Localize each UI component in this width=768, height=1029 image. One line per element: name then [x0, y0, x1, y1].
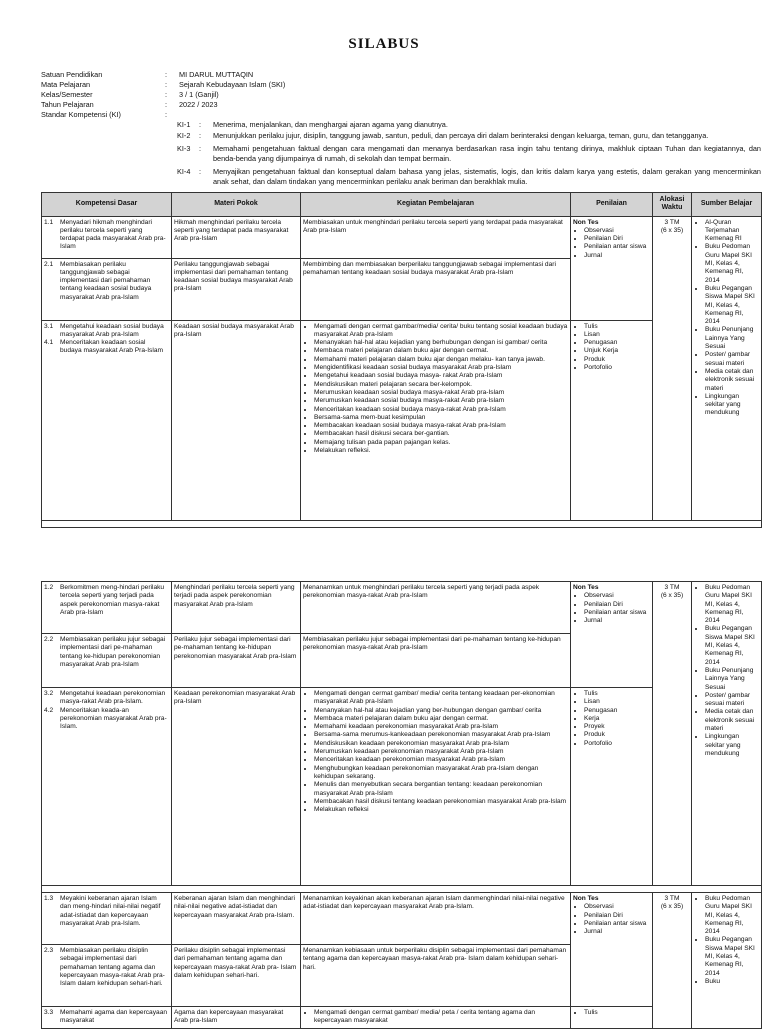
list-item: • Penilaian antar siswa [584, 243, 650, 251]
list-item: • Al-Quran Terjemahan Kemenag RI [705, 219, 759, 244]
table-header-row [42, 193, 762, 217]
list-item: • Menghubungkan keadaan perekonomian masyarakat Arab pra-Islam dengan kehidupan sekarang. [314, 765, 568, 782]
list-item: • Lingkungan sekitar yang mendukung [705, 733, 759, 758]
kd-cell: 1.2 Berkomitmen meng-hindari perilaku tercela seperti yang terjadi pada aspek perekonomian masya-rakat Arab pra-Islam [42, 582, 172, 634]
kegiatan-cell: Menanamkan kebiasaan untuk berperilaku disiplin sebagai implementasi dari pemahaman tentang agama dan kepercayaan masya-rakat Arab pra- Islam dalam kehidupan sehari-hari. [301, 945, 571, 1007]
list-item: • Membacakan hasil diskusi secara ber-gantian. [314, 430, 568, 438]
meta-row: Standar Kompetensi (KI) : [41, 110, 761, 120]
meta-value: 2022 / 2023 [179, 100, 218, 109]
kegiatan-cell: Membiasakan perilaku jujur sebagai implementasi dari pe-mahaman tentang ke-hidupan perekonomian masya-rakat Arab pra-Islam [301, 634, 571, 688]
list-item: • Buku Pegangan Siswa Mapel SKI MI, Kelas 4, Kemenag RI, 2014 [705, 285, 759, 326]
list-item: • Produk [584, 356, 650, 364]
materi-cell: Agama dan kepercayaan masyarakat Arab pra-Islam [172, 1007, 301, 1029]
meta-row: Kelas/Semester : 3 / 1 (Ganjil) [41, 90, 761, 100]
list-item: • Mendiskusikan keadaan perekonomian masyarakat Arab pra-Islam [314, 740, 568, 748]
materi-cell: Keberanan ajaran Islam dan menghindari nilai-nilai negative adat-istiadat dan kepercayaan masyarakat Arab pra-Islam. [172, 893, 301, 945]
list-item: • Memahami materi pelajaran dalam buku ajar dengan melaku- kan tanya jawab. [314, 356, 568, 364]
list-item: • Menanyakan hal-hal atau kejadian yang berhubungan dengan isi gambar/ cerita [314, 339, 568, 347]
list-item: • Portofolio [584, 364, 650, 372]
ki-item: KI-1 : Menerima, menjalankan, dan menghargai ajaran agama yang dianutnya. [177, 120, 761, 130]
list-item: • Proyek [584, 723, 650, 731]
ki-code: KI-1 [177, 120, 191, 129]
list-item: • Observasi [584, 227, 650, 235]
kegiatan-list [303, 1009, 568, 1026]
sumber-cell [692, 893, 762, 1029]
penilaian-list [573, 227, 650, 260]
list-item: • Media cetak dan elektronik sesuai materi [705, 708, 759, 733]
penilaian-list [573, 690, 650, 748]
materi-cell: Perilaku tanggungjawab sebagai implementasi dari pemahaman tentang keadaan sosial budaya masyarakat Arab pra-Islam [172, 258, 301, 320]
list-item: • Portofolio [584, 740, 650, 748]
table-row [42, 582, 762, 634]
meta-value [179, 110, 761, 120]
alokasi-cell: 3 TM (6 x 35) [653, 582, 692, 886]
sumber-cell [692, 216, 762, 520]
sumber-list [694, 895, 759, 986]
ki-item: KI-4 : Menyajikan pengetahuan faktual dan konseptual dalam bahasa yang jelas, sistematis, logis, dan kritis dalam karya yang estetis, dalam gerakan yang mencerminkan anak sehat, dan dalam tindakan yang mencerminkan perilaku anak beriman dan berakhlak mulia. [177, 167, 761, 186]
list-item: • Unjuk Kerja [584, 347, 650, 355]
meta-row: Tahun Pelajaran : 2022 / 2023 [41, 100, 761, 110]
silabus-table-2 [41, 581, 762, 1029]
penilaian-cell: Non Tes • Observasi • Penilaian Diri • Penilaian antar siswa • Jurnal [571, 582, 653, 688]
list-item: • Menanyakan hal-hal atau kejadian yang ber-hubungan dengan gambar/ cerita [314, 707, 568, 715]
list-item: • Penilaian Diri [584, 601, 650, 609]
header-sumber: Sumber Belajar [692, 193, 762, 217]
sumber-list [694, 219, 759, 418]
list-item: • Buku Pegangan Siswa Mapel SKI MI, Kelas 4, Kemenag RI, 2014 [705, 625, 759, 666]
ki-text: Menerima, menjalankan, dan menghargai ajaran agama yang dianutnya. [213, 120, 448, 129]
header-alokasi: Alokasi Waktu [653, 193, 692, 217]
meta-label: Standar Kompetensi (KI) [41, 110, 121, 119]
list-item: • Observasi [584, 592, 650, 600]
list-item: • Merumuskan keadaan perekonomian masyarakat Arab pra-Islam [314, 748, 568, 756]
list-item: • Kerja [584, 715, 650, 723]
materi-cell: Hikmah menghindari perilaku tercela seperti yang terdapat pada masyarakat Arab pra-Islam [172, 216, 301, 258]
list-item: • Penugasan [584, 707, 650, 715]
kegiatan-cell [301, 320, 571, 520]
materi-cell: Perilaku jujur sebagai implementasi dari pe-mahaman tentang ke-hidupan perekonomian masyarakat Arab pra-Islam [172, 634, 301, 688]
list-item: • Buku Penunjang Lainnya Yang Sesuai [705, 667, 759, 692]
ki-item: KI-2 : Menunjukkan perilaku jujur, disiplin, tanggung jawab, santun, peduli, dan percaya diri dalam berinteraksi dengan keluarga, teman, guru, dan tetangganya. [177, 131, 761, 141]
list-item: • Membacakan hasil diskusi tentang keadaan perekonomian masyarakat Arab pra-Islam [314, 798, 568, 806]
materi-cell: Keadaan sosial budaya masyarakat Arab pra-Islam [172, 320, 301, 520]
materi-cell: Perilaku disiplin sebagai implementasi dari pemahaman tentang agama dan kepercayaan masya-rakat Arab pra- Islam dalam kehidupan sehari-hari. [172, 945, 301, 1007]
header-materi: Materi Pokok [172, 193, 301, 217]
list-item: • Merumuskan keadaan sosial budaya masya-rakat Arab pra-Islam [314, 397, 568, 405]
materi-cell: Keadaan perekonomian masyarakat Arab pra-Islam [172, 688, 301, 886]
list-item: • Jurnal [584, 928, 650, 936]
kegiatan-list [303, 323, 568, 456]
penilaian-list [573, 1009, 650, 1017]
list-item: • Penilaian Diri [584, 235, 650, 243]
penilaian-cell: Non Tes • Observasi • Penilaian Diri • Penilaian antar siswa • Jurnal [571, 216, 653, 320]
list-item: • Media cetak dan elektronik sesuai materi [705, 368, 759, 393]
meta-label: Tahun Pelajaran [41, 100, 94, 109]
kegiatan-cell: Menanamkan untuk menghindari perilaku tercela seperti yang terjadi pada aspek perekonomian masya-rakat Arab pra-Islam [301, 582, 571, 634]
meta-label: Mata Pelajaran [41, 80, 91, 89]
kd-cell: 2.1 Membiasakan perilaku tanggungjawab sebagai implementasi dari pemahaman tentang keadaan sosial budaya masyarakat Arab pra-Islam [42, 258, 172, 320]
list-item: • Observasi [584, 903, 650, 911]
list-item: • Merumuskan keadaan sosial budaya masya-rakat Arab pra-Islam [314, 389, 568, 397]
kegiatan-cell: Membimbing dan membiasakan berperilaku tanggungjawab sebagai implementasi dari pemahaman tentang keadaan sosial budaya masyarakat Arab pra-Islam [301, 258, 571, 320]
list-item: • Poster/ gambar sesuai materi [705, 351, 759, 368]
list-item: • Melakukan refleksi [314, 806, 568, 814]
kegiatan-list [303, 690, 568, 814]
list-item: • Bersama-sama mem-buat kesimpulan [314, 414, 568, 422]
ki-code: KI-4 [177, 167, 191, 176]
list-item: • Mengamati dengan cermat gambar/ media/ cerita tentang keadaan per-ekonomian masyarakat Arab pra-Islam [314, 690, 568, 707]
list-item: • Mengetahui keadaan sosial budaya masya- rakat Arab pra-Islam [314, 372, 568, 380]
list-item: • Membacakan keadaan sosial budaya masya-rakat Arab pra-Islam [314, 422, 568, 430]
kd-cell: 1.3 Meyakini keberanan ajaran Islam dan meng-hindari nilai-nilai negatif adat-istiadat dan kepercayaan masyarakat Arab pra-Islam. [42, 893, 172, 945]
list-item: • Penugasan [584, 339, 650, 347]
list-item: • Melakukan refleksi. [314, 447, 568, 455]
list-item: • Buku Pedoman Guru Mapel SKI MI, Kelas 4, Kemenag RI, 2014 [705, 584, 759, 625]
penilaian-cell [571, 688, 653, 886]
list-item: • Produk [584, 731, 650, 739]
header-penilaian: Penilaian [571, 193, 653, 217]
list-item: • Lisan [584, 331, 650, 339]
kd-cell: 2.3 Membiasakan perilaku disiplin sebagai implementasi dari pemahaman tentang agama dan kepercayaan masya-rakat Arab pra- Islam dalam kehidupan sehari-hari. [42, 945, 172, 1007]
list-item: • Tulis [584, 323, 650, 331]
list-item: • Tulis [584, 1009, 650, 1017]
kd-cell: 3.3 Memahami agama dan kepercayaan masyarakat [42, 1007, 172, 1029]
kd-cell: 2.2 Membiasakan perilaku jujur sebagai implementasi dari pe-mahaman tentang ke-hidupan perekonomian masyarakat Arab pra-Islam [42, 634, 172, 688]
meta-label: Kelas/Semester [41, 90, 93, 99]
penilaian-list [573, 323, 650, 373]
meta-value: MI DARUL MUTTAQIN [179, 70, 254, 79]
ki-code: KI-3 [177, 144, 191, 153]
kegiatan-cell: Membiasakan untuk menghindari perilaku tercela seperti yang terdapat pada masyarakat Arab pra-Islam [301, 216, 571, 258]
penilaian-list [573, 903, 650, 936]
ki-item: KI-3 : Memahami pengetahuan faktual dengan cara mengamati dan menanya berdasarkan rasa ingin tahu tentang dirinya, makhluk ciptaan Tuhan dan kegiatannya, dan benda-benda yang dijumpainya di rumah, di sekolah dan tempat bermain. [177, 144, 761, 163]
kegiatan-cell [301, 688, 571, 886]
list-item: • Buku Penunjang Lainnya Yang Sesuai [705, 326, 759, 351]
list-item: • Buku Pedoman Guru Mapel SKI MI, Kelas 4, Kemenag RI, 2014 [705, 243, 759, 284]
kegiatan-cell: Menanamkan keyakinan akan keberanan ajaran Islam danmenghindari nilai-nilai negative adat-istiadat dan kepercayaan masyarakat Arab pra-Islam. [301, 893, 571, 945]
kd-cell: 3.2 Mengetahui keadaan perekonomian masya-rakat Arab pra-Islam. 4.2 Menceritakan keada-an perekonomian masyarakat Arab pra-Islam. [42, 688, 172, 886]
header-kd: Kompetensi Dasar [42, 193, 172, 217]
list-item: • Tulis [584, 690, 650, 698]
list-item: • Mengamati dengan cermat gambar/ media/ peta / cerita tentang agama dan kepercayaan masyarakat [314, 1009, 568, 1026]
list-item: • Membaca materi pelajaran dalam buku ajar dengan cermat. [314, 347, 568, 355]
penilaian-cell: Non Tes • Observasi • Penilaian Diri • Penilaian antar siswa • Jurnal [571, 893, 653, 1007]
sumber-cell [692, 582, 762, 886]
ki-text: Menunjukkan perilaku jujur, disiplin, tanggung jawab, santun, peduli, dan percaya diri dalam berinteraksi dengan keluarga, teman, guru, dan tetangganya. [213, 131, 709, 140]
header-kegiatan: Kegiatan Pembelajaran [301, 193, 571, 217]
meta-row: Satuan Pendidikan : MI DARUL MUTTAQIN [41, 70, 761, 80]
ki-text: Menyajikan pengetahuan faktual dan konseptual dalam bahasa yang jelas, sistematis, logis, dan kritis dalam karya yang estetis, dalam gerakan yang mencerminkan anak sehat, dan dalam tindakan yang mencerminkan perilaku anak beriman dan berakhlak mulia. [213, 167, 761, 186]
ki-code: KI-2 [177, 131, 191, 140]
list-item: • Buku Pedoman Guru Mapel SKI MI, Kelas 4, Kemenag RI, 2014 [705, 895, 759, 936]
penilaian-list [573, 592, 650, 625]
list-item: • Lingkungan sekitar yang mendukung [705, 393, 759, 418]
meta-row: Mata Pelajaran : Sejarah Kebudayaan Islam (SKI) [41, 80, 761, 90]
meta-value: Sejarah Kebudayaan Islam (SKI) [179, 80, 286, 89]
list-item: • Buku [705, 978, 759, 986]
list-item: • Penilaian antar siswa [584, 920, 650, 928]
list-item: • Menulis dan menyebutkan secara bergantian tentang: keadaan perekonomian masyarakat Arab pra-Islam [314, 781, 568, 798]
list-item: • Penilaian Diri [584, 912, 650, 920]
list-item: • Jurnal [584, 252, 650, 260]
alokasi-cell: 3 TM (6 x 35) [653, 893, 692, 1029]
list-item: • Memajang tulisan pada papan pajangan kelas. [314, 439, 568, 447]
table-row [42, 216, 762, 258]
list-item: • Jurnal [584, 617, 650, 625]
ki-text: Memahami pengetahuan faktual dengan cara mengamati dan menanya berdasarkan rasa ingin tahu tentang dirinya, makhluk ciptaan Tuhan dan kegiatannya, dan benda-benda yang dijumpainya di rumah, di sekolah dan tempat bermain. [213, 144, 761, 163]
page-title: SILABUS [348, 36, 420, 52]
list-item: • Menceritakan keadaan sosial budaya masya-rakat Arab pra-Islam [314, 406, 568, 414]
list-item: • Mendiskusikan materi pelajaran secara ber-kelompok. [314, 381, 568, 389]
penilaian-cell [571, 1007, 653, 1029]
meta-value: 3 / 1 (Ganjil) [179, 90, 219, 99]
list-item: • Mengidentifikasi keadaan sosial budaya masyarakat Arab pra-Islam [314, 364, 568, 372]
alokasi-cell: 3 TM (6 x 35) [653, 216, 692, 520]
list-item: • Lisan [584, 698, 650, 706]
list-item: • Bersama-sama merumus-kankeadaan perekonomian masyarakat Arab pra-Islam [314, 731, 568, 739]
list-item: • Buku Pegangan Siswa Mapel SKI MI, Kelas 4, Kemenag RI, 2014 [705, 936, 759, 977]
kd-cell: 1.1 Menyadari hikmah menghindari perilaku tercela seperti yang terdapat pada masyarakat Arab pra-Islam [42, 216, 172, 258]
list-item: • Menceritakan keadaan perekonomian masyarakat Arab pra-Islam [314, 756, 568, 764]
kegiatan-cell [301, 1007, 571, 1029]
list-item: • Mengamati dengan cermat gambar/media/ cerita/ buku tentang sosial keadaan budaya masyarakat Arab pra-Islam [314, 323, 568, 340]
sumber-list [694, 584, 759, 758]
list-item: • Poster/ gambar sesuai materi [705, 692, 759, 709]
silabus-table-1 [41, 192, 762, 528]
penilaian-cell [571, 320, 653, 520]
table-row [42, 893, 762, 945]
list-item: • Memahami keadaan perekonomian masyarakat Arab pra-Islam [314, 723, 568, 731]
materi-cell: Menghindari perilaku tercela seperti yang terjadi pada aspek perekonomian masyarakat Arab pra-Islam [172, 582, 301, 634]
meta-label: Satuan Pendidikan [41, 70, 103, 79]
list-item: • Penilaian antar siswa [584, 609, 650, 617]
meta-block [41, 70, 761, 120]
kd-cell: 3.1 Mengetahui keadaan sosial budaya masyarakat Arab pra-Islam 4.1 Menceritakan keadaan sosial budaya masyarakat Arab Pra-Islam [42, 320, 172, 520]
list-item: • Membaca materi pelajaran dalam buku ajar dengan cermat. [314, 715, 568, 723]
